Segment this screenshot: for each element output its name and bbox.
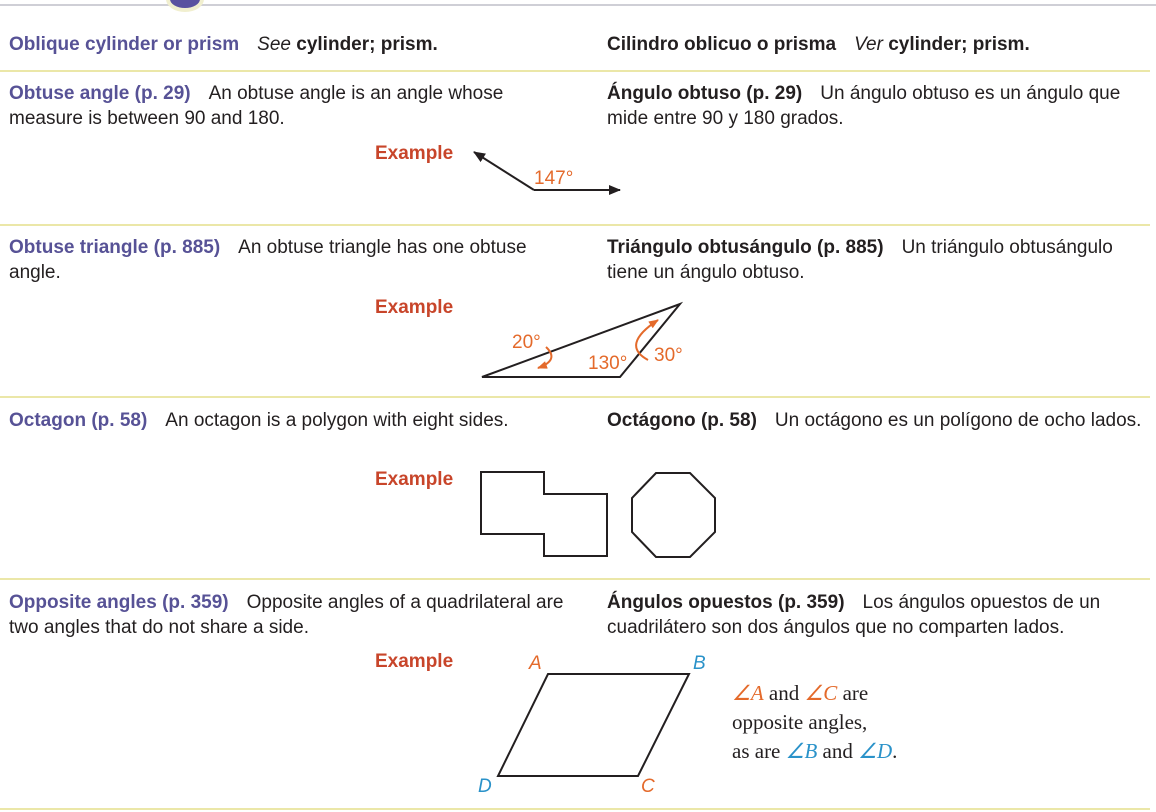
definition-obtuse-triangle-en: An obtuse triangle has one obtuse angle.: [9, 237, 527, 283]
ver-reference: cylinder; prism.: [888, 34, 1030, 55]
parallelogram: [498, 674, 689, 776]
angle-label-130: 130°: [588, 353, 628, 374]
definition-opposite-angles-es: Los ángulos opuestos de un cuadrilátero son dos ángulos que no comparten lados.: [607, 592, 1101, 638]
note-angle-a: ∠A: [732, 681, 764, 705]
note-line-1: [732, 679, 897, 708]
term-oblique-es: Cilindro oblicuo o prisma: [607, 34, 837, 55]
term-octagon-es: Octágono (p. 58): [607, 410, 757, 431]
see-reference: cylinder; prism.: [296, 34, 438, 55]
term-obtuse-angle-es: Ángulo obtuso (p. 29): [607, 83, 803, 104]
definition-opposite-angles-en: Opposite angles of a quadrilateral are two angles that do not share a side.: [9, 592, 564, 638]
note-angle-b: ∠B: [785, 739, 818, 763]
definition-octagon-es: Un octágono es un polígono de ocho lados.: [774, 410, 1142, 431]
term-oblique-en: Oblique cylinder or prism: [9, 34, 240, 55]
note-line-2: opposite angles,: [732, 710, 868, 734]
term-obtuse-triangle-es: Triángulo obtusángulo (p. 885): [607, 237, 884, 258]
vertex-label-b: B: [693, 653, 706, 674]
note-angle-d: ∠D: [858, 739, 893, 763]
angle-label-30: 30°: [654, 345, 683, 366]
example-label-obtuse-angle: Example: [375, 143, 454, 164]
note-as-are: as are: [732, 739, 781, 763]
example-label-octagon: Example: [375, 469, 454, 490]
vertex-label-a: A: [529, 653, 542, 674]
note-and-2: and: [822, 739, 853, 763]
divider-5: [0, 808, 1150, 810]
term-obtuse-angle-en: Obtuse angle (p. 29): [9, 83, 191, 104]
definition-obtuse-angle-es: Un ángulo obtuso es un ángulo que mide entre 90 y 180 grados.: [607, 83, 1121, 129]
term-obtuse-triangle-en: Obtuse triangle (p. 885): [9, 237, 221, 258]
angle-label-147: 147°: [534, 168, 574, 189]
example-label-opposite-angles: Example: [375, 651, 454, 672]
term-opposite-angles-es: Ángulos opuestos (p. 359): [607, 592, 845, 613]
definition-obtuse-triangle-es: Un triángulo obtusángulo tiene un ángulo obtuso.: [607, 237, 1113, 283]
term-opposite-angles-en: Opposite angles (p. 359): [9, 592, 229, 613]
definition-obtuse-angle-en: An obtuse angle is an angle whose measure is between 90 and 180.: [9, 83, 504, 129]
note-angle-c: ∠C: [804, 681, 838, 705]
note-period: .: [892, 739, 898, 763]
vertex-label-c: C: [641, 776, 655, 797]
see-text: See: [257, 34, 291, 55]
note-and-1: and: [768, 681, 800, 705]
vertex-label-d: D: [478, 776, 492, 797]
note-are: are: [842, 681, 869, 705]
note-line-3: [732, 737, 897, 766]
angle-label-20: 20°: [512, 332, 541, 353]
term-octagon-en: Octagon (p. 58): [9, 410, 148, 431]
definition-octagon-en: An octagon is a polygon with eight sides.: [165, 410, 509, 431]
ver-text: Ver: [854, 34, 883, 55]
example-label-obtuse-triangle: Example: [375, 297, 454, 318]
opposite-angles-note: [732, 679, 897, 766]
